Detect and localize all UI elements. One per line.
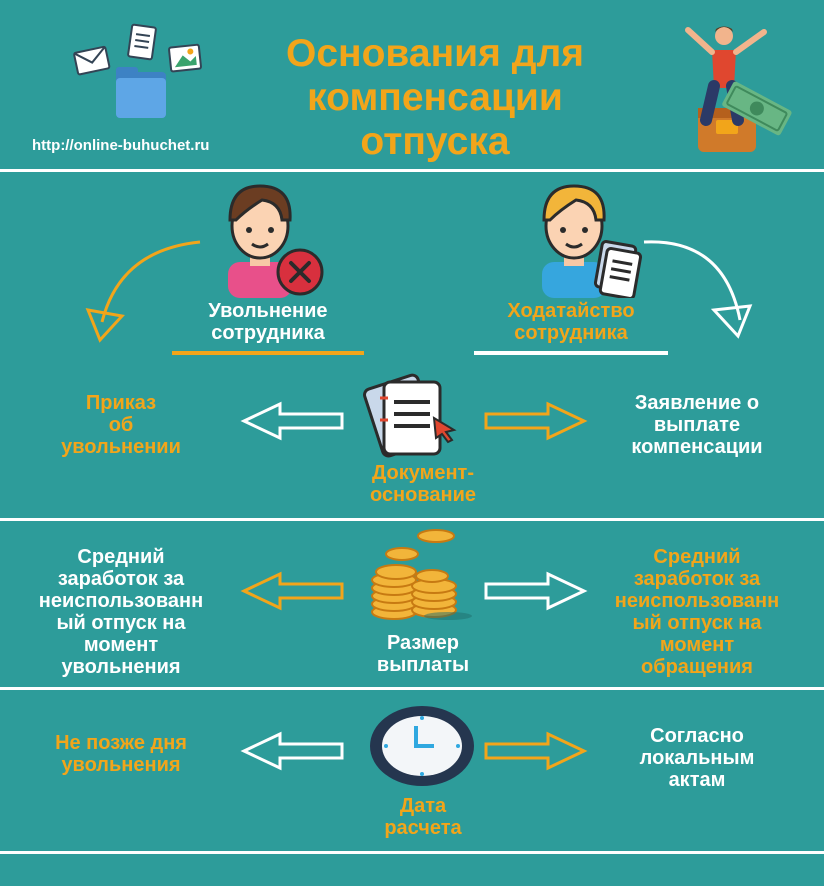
document-icon [362, 370, 462, 458]
payment-left-line-6: увольнения [61, 656, 181, 678]
doc-right-line-1: Заявление о [634, 392, 760, 414]
date-right-text [604, 725, 790, 791]
date-left-line-2: увольнения [61, 754, 181, 776]
doc-center-line-2: основание [369, 484, 477, 506]
site-url: http://online-buhuchet.ru [32, 137, 210, 154]
date-left-text [30, 732, 212, 776]
payment-right-line-3: неиспользованн [614, 590, 780, 612]
arrow-left-icon [240, 400, 346, 442]
arrow-right-icon [484, 570, 588, 612]
doc-right-line-2: выплате [653, 414, 741, 436]
payment-left-line-2: заработок за [57, 568, 185, 590]
ground-dismissal-label [172, 300, 364, 344]
doc-left-line-3: увольнении [61, 436, 181, 458]
date-arrow-left [240, 730, 346, 772]
ground-dismissal-line-1: Увольнение [208, 300, 328, 322]
payment-center-line-1: Размер [386, 632, 460, 654]
payment-left-line-1: Средний [77, 546, 165, 568]
doc-left-line-2: об [108, 414, 134, 436]
divider-1 [0, 169, 824, 172]
date-arrow-right [484, 730, 588, 772]
title-line-2: компенсации [307, 76, 563, 119]
payment-center-line-2: выплаты [376, 654, 470, 676]
doc-center-label [330, 462, 516, 506]
date-right-line-3: актам [668, 769, 726, 791]
ground-request-underline [474, 351, 668, 355]
documents-folder-icon [70, 22, 205, 122]
clock-icon [368, 704, 476, 788]
doc-right-text [604, 392, 790, 458]
payment-left-line-3: неиспользованн [38, 590, 204, 612]
header-illustration-man [672, 22, 800, 154]
date-right-line-1: Согласно [650, 725, 744, 747]
person-with-document [520, 180, 646, 298]
arrow-left-icon [240, 570, 346, 612]
person-dismissed-icon [206, 180, 332, 298]
payment-right-line-6: обращения [641, 656, 753, 678]
date-right-line-2: локальным [639, 747, 755, 769]
doc-left-text [30, 392, 212, 458]
doc-left-line-1: Приказ [85, 392, 157, 414]
payment-center-label [330, 632, 516, 676]
doc-center-line-1: Документ- [371, 462, 475, 484]
ground-request-label [474, 300, 668, 344]
divider-3 [0, 687, 824, 690]
celebrating-man-money-icon [672, 22, 800, 154]
document-illustration [362, 370, 462, 458]
payment-left-line-4: ый отпуск на [56, 612, 186, 634]
ground-request-line-1: Ходатайство [507, 300, 635, 322]
person-dismissed [206, 180, 332, 298]
date-left-line-1: Не позже дня [55, 732, 187, 754]
date-center-line-1: Дата [399, 795, 447, 817]
title-line-3: отпуска [360, 120, 510, 163]
header-illustration-documents [70, 22, 205, 122]
title-line-1: Основания для [286, 32, 584, 75]
arrow-right-icon [484, 400, 588, 442]
ground-dismissal-underline [172, 351, 364, 355]
payment-left-text [12, 546, 230, 678]
payment-arrow-left [240, 570, 346, 612]
payment-right-text [588, 546, 806, 678]
payment-arrow-right [484, 570, 588, 612]
date-center-label [330, 795, 516, 839]
page-title [250, 32, 620, 164]
person-with-document-icon [520, 180, 646, 298]
ground-request-line-2: сотрудника [514, 322, 628, 344]
ground-dismissal-line-2: сотрудника [211, 322, 325, 344]
divider-4 [0, 851, 824, 854]
clock-illustration [368, 704, 476, 788]
date-center-line-2: расчета [384, 817, 462, 839]
payment-right-line-2: заработок за [633, 568, 761, 590]
coins-icon [362, 524, 472, 624]
doc-arrow-right [484, 400, 588, 442]
payment-right-line-1: Средний [653, 546, 741, 568]
divider-2 [0, 518, 824, 521]
coins-illustration [362, 524, 472, 624]
doc-right-line-3: компенсации [631, 436, 763, 458]
payment-right-line-5: момент [659, 634, 735, 656]
arrow-right-icon [484, 730, 588, 772]
payment-right-line-4: ый отпуск на [632, 612, 762, 634]
payment-left-line-5: момент [83, 634, 159, 656]
doc-arrow-left [240, 400, 346, 442]
arrow-left-icon [240, 730, 346, 772]
